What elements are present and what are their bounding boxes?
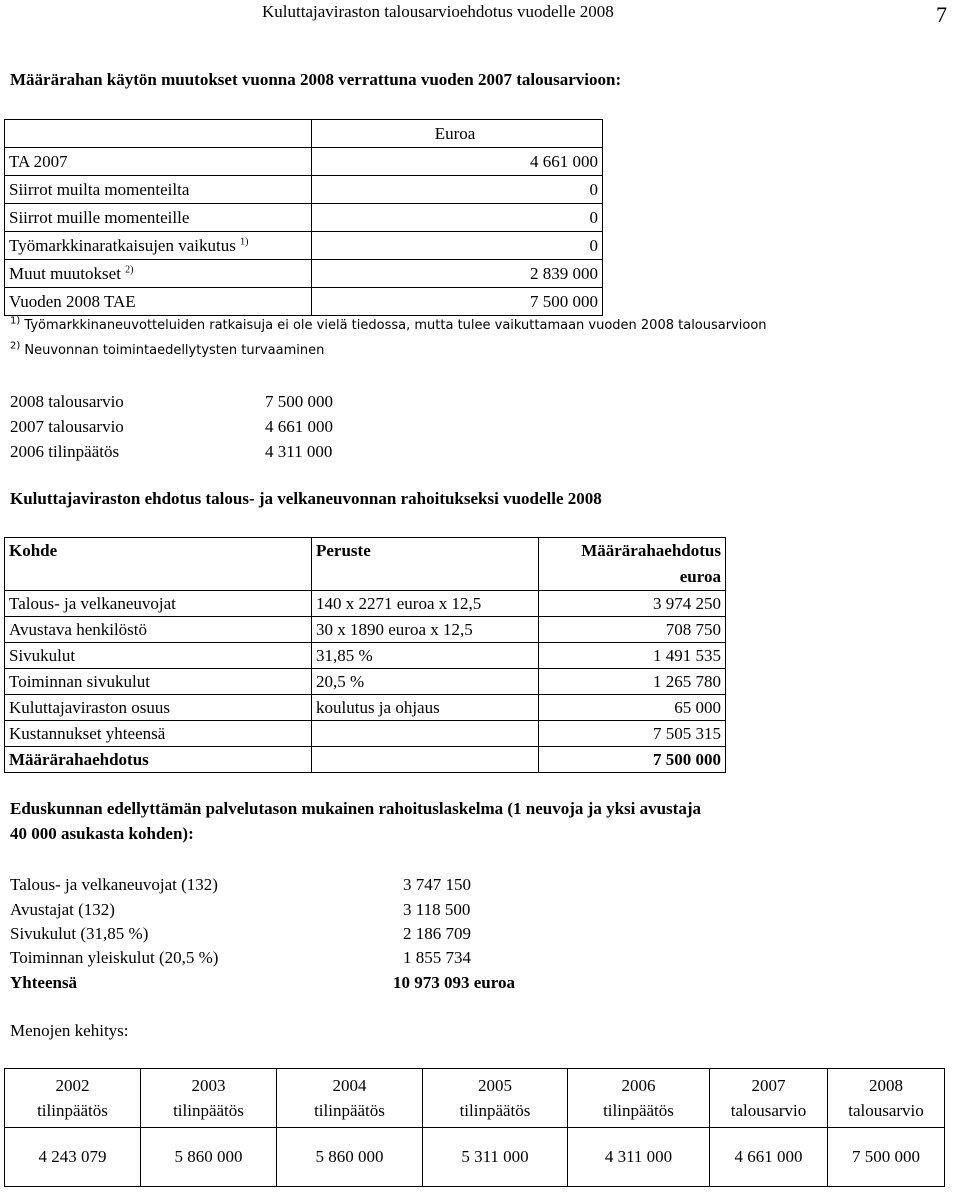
spending-value: 5 311 000	[423, 1128, 568, 1187]
calc-total-value: 10 973 093 euroa	[393, 973, 515, 992]
maara-cell: 3 974 250	[539, 591, 726, 617]
footnote-mark: 1)	[10, 315, 21, 327]
row-label: Siirrot muilta momenteilta	[5, 176, 312, 204]
spending-value: 7 500 000	[828, 1128, 945, 1187]
row-value: 0	[312, 176, 603, 204]
row-label: Muut muutokset	[9, 263, 121, 283]
summary-value: 4 661 000	[265, 417, 333, 436]
spending-value: 5 860 000	[277, 1128, 423, 1187]
table-row	[5, 204, 603, 232]
maara-header: Määrärahaehdotus euroa	[539, 538, 726, 591]
spending-value: 4 661 000	[710, 1128, 828, 1187]
summary-label: 2008 talousarvio	[10, 392, 124, 411]
calc-row	[10, 873, 570, 897]
summary-label: 2006 tilinpäätös	[10, 442, 120, 461]
footnote-text: Työmarkkinaneuvotteluiden ratkaisuja ei ole vielä tiedossa, mutta tulee vaikuttamaan vuoden 2008 talousarvioon	[24, 318, 767, 333]
peruste-cell: koulutus ja ohjaus	[312, 695, 539, 721]
funding-proposal-table	[4, 537, 726, 773]
page-number: 7	[936, 2, 947, 27]
summary-value: 4 311 000	[265, 442, 333, 461]
year-header: 2004 tilinpäätös	[277, 1069, 423, 1128]
footnote-text: Neuvonnan toimintaedellytysten turvaaminen	[24, 343, 325, 358]
row-value: 7 500 000	[312, 288, 603, 316]
year-header: 2003 tilinpäätös	[141, 1069, 277, 1128]
spending-value: 5 860 000	[141, 1128, 277, 1187]
table-row	[5, 721, 726, 747]
row-label: Työmarkkinaratkaisujen vaikutus	[9, 235, 236, 255]
year-header: 2002 tilinpäätös	[5, 1069, 141, 1128]
table-row	[5, 695, 726, 721]
row-label: TA 2007	[5, 148, 312, 176]
calc-value: 2 186 709	[403, 924, 471, 943]
footnote-mark: 2)	[10, 340, 21, 352]
peruste-cell: 20,5 %	[312, 669, 539, 695]
calc-label: Toiminnan yleiskulut (20,5 %)	[10, 948, 219, 967]
section3-heading-line1: Eduskunnan edellyttämän palvelutason mukainen rahoituslaskelma (1 neuvoja ja yksi avustaja	[10, 799, 701, 818]
year-header: 2008 talousarvio	[828, 1069, 945, 1128]
table-row	[5, 617, 726, 643]
table-row	[5, 288, 603, 316]
table-row	[5, 176, 603, 204]
spending-value: 4 311 000	[568, 1128, 710, 1187]
running-header-title: Kuluttajaviraston talousarvioehdotus vuodelle 2008	[262, 2, 614, 21]
table-header-row	[5, 538, 726, 591]
total-row	[5, 747, 726, 773]
section2-heading: Kuluttajaviraston ehdotus talous- ja velkaneuvonnan rahoitukseksi vuodelle 2008	[10, 489, 602, 508]
kohde-cell: Toiminnan sivukulut	[5, 669, 312, 695]
peruste-header: Peruste	[312, 538, 539, 591]
peruste-cell: 140 x 2271 euroa x 12,5	[312, 591, 539, 617]
calc-row	[10, 946, 570, 970]
row-label: Vuoden 2008 TAE	[5, 288, 312, 316]
maara-cell: 7 505 315	[539, 721, 726, 747]
kohde-cell: Talous- ja velkaneuvojat	[5, 591, 312, 617]
table-row	[5, 591, 726, 617]
year-header: 2007 talousarvio	[710, 1069, 828, 1128]
calc-row	[10, 922, 570, 946]
peruste-cell: 31,85 %	[312, 643, 539, 669]
calc-label: Sivukulut (31,85 %)	[10, 924, 149, 943]
table-row	[5, 232, 603, 260]
year-header: 2005 tilinpäätös	[423, 1069, 568, 1128]
calc-row	[10, 898, 570, 922]
calc-value: 3 118 500	[403, 900, 471, 919]
allocation-changes-table	[4, 119, 603, 316]
section1-heading: Määrärahan käytön muutokset vuonna 2008 verrattuna vuoden 2007 talousarvioon:	[10, 70, 622, 89]
table-row	[5, 669, 726, 695]
table-row	[5, 643, 726, 669]
table-row	[5, 1128, 945, 1187]
footnote-1	[10, 315, 767, 333]
maara-cell: 1 491 535	[539, 643, 726, 669]
summary-row	[10, 415, 410, 439]
summary-label: 2007 talousarvio	[10, 417, 124, 436]
calc-value: 3 747 150	[403, 875, 471, 894]
spending-value: 4 243 079	[5, 1128, 141, 1187]
section3-heading-line2: 40 000 asukasta kohden):	[10, 824, 194, 843]
summary-row	[10, 440, 410, 464]
row-value: 0	[312, 204, 603, 232]
total-value: 7 500 000	[539, 747, 726, 773]
calc-value: 1 855 734	[403, 948, 471, 967]
maara-cell: 708 750	[539, 617, 726, 643]
table-row	[5, 260, 603, 288]
kohde-header: Kohde	[5, 538, 312, 591]
calc-label: Avustajat (132)	[10, 900, 115, 919]
section4-heading: Menojen kehitys:	[10, 1021, 129, 1040]
peruste-cell: 30 x 1890 euroa x 12,5	[312, 617, 539, 643]
calc-total-row	[10, 971, 570, 995]
euro-column-header: Euroa	[312, 120, 603, 148]
kohde-cell: Kustannukset yhteensä	[5, 721, 312, 747]
calc-label: Talous- ja velkaneuvojat (132)	[10, 875, 218, 894]
row-value: 0	[312, 232, 603, 260]
calc-total-label: Yhteensä	[10, 973, 78, 992]
kohde-cell: Avustava henkilöstö	[5, 617, 312, 643]
footnote-ref: 2)	[125, 263, 134, 275]
maara-cell: 1 265 780	[539, 669, 726, 695]
spending-history-table	[4, 1068, 945, 1187]
maara-cell: 65 000	[539, 695, 726, 721]
table-header-row	[5, 1069, 945, 1128]
row-value: 4 661 000	[312, 148, 603, 176]
kohde-cell: Kuluttajaviraston osuus	[5, 695, 312, 721]
year-header: 2006 tilinpäätös	[568, 1069, 710, 1128]
summary-value: 7 500 000	[265, 392, 333, 411]
row-value: 2 839 000	[312, 260, 603, 288]
total-label: Määrärahaehdotus	[5, 747, 312, 773]
peruste-cell	[312, 721, 539, 747]
table-row	[5, 148, 603, 176]
footnote-2	[10, 340, 325, 358]
kohde-cell: Sivukulut	[5, 643, 312, 669]
row-label: Siirrot muille momenteille	[5, 204, 312, 232]
footnote-ref: 1)	[240, 235, 249, 247]
summary-row	[10, 390, 410, 414]
table-header-row	[5, 120, 603, 148]
